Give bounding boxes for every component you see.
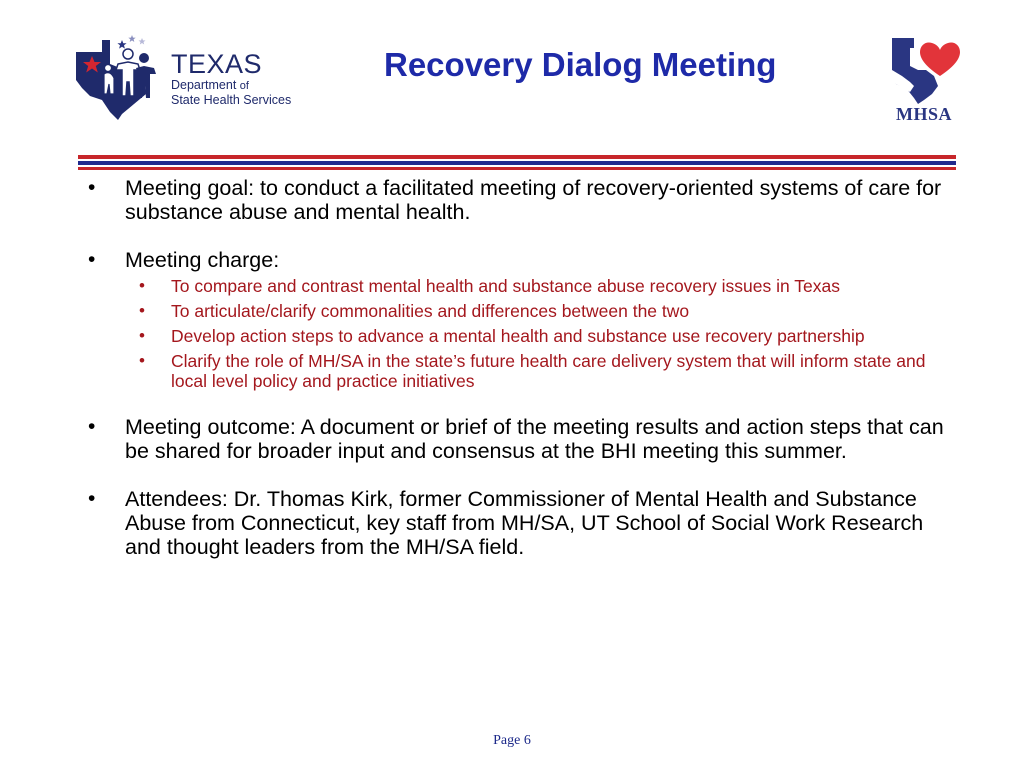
sub-bullet-text: Clarify the role of MH/SA in the state’s future health care delivery system that will inform state and local level policy and practice initiatives [171,351,926,391]
sub-bullet-item [139,351,958,391]
sub-bullet-marker: • [139,351,145,370]
bullet-list [88,176,958,559]
department-of: of [239,80,249,92]
sub-bullet-marker: • [139,301,145,320]
bullet-text: Meeting goal: to conduct a facilitated meeting of recovery-oriented systems of care for substance abuse and mental health. [125,176,942,224]
bullet-meeting-charge [88,248,958,391]
bullet-text: Attendees: Dr. Thomas Kirk, former Commissioner of Mental Health and Substance Abuse from Connecticut, key staff from MH/SA, UT School of Social Work Research and thought leaders from the MH/SA field. [125,487,924,559]
sub-bullet-text: To compare and contrast mental health and substance abuse recovery issues in Texas [171,276,840,296]
state-health-services-label: State Health Services [171,93,292,107]
header-rule-red-bottom [78,167,956,170]
mhsa-logo [888,36,960,128]
bullet-text: Meeting outcome: A document or brief of the meeting results and action steps that can be shared for broader input and consensus at the BHI meeting this summer. [125,415,944,463]
texas-label: TEXAS [171,49,263,79]
page-title: Recovery Dialog Meeting [384,46,777,83]
bullet-attendees [88,487,958,559]
sub-bullet-text: Develop action steps to advance a mental health and substance use recovery partnership [171,326,865,346]
department-word: Department [171,78,237,92]
bullet-meeting-outcome [88,415,958,463]
mhsa-heart-logo-icon [888,36,960,104]
header-rule-red-top [78,155,956,159]
mhsa-label: MHSA [896,104,952,124]
sub-bullet-marker: • [139,326,145,345]
slide-content [88,176,958,559]
sub-bullet-item [139,301,958,321]
bullet-meeting-goal [88,176,958,224]
bullet-marker: • [88,487,96,510]
department-label [171,78,291,93]
bullet-marker: • [88,415,96,438]
texas-dshs-logo [74,34,304,120]
sub-bullet-marker: • [139,276,145,295]
page-number: Page 6 [493,733,531,748]
header-rule-blue [78,161,956,165]
sub-bullet-list [125,276,958,391]
bullet-marker: • [88,176,96,199]
sub-bullet-text: To articulate/clarify commonalities and differences between the two [171,301,690,321]
sub-bullet-item [139,326,958,346]
bullet-text: Meeting charge: [125,248,280,272]
texas-dshs-logo-icon [74,34,172,120]
sub-bullet-item [139,276,958,296]
bullet-marker: • [88,248,96,271]
texas-dshs-wordmark [171,50,291,107]
